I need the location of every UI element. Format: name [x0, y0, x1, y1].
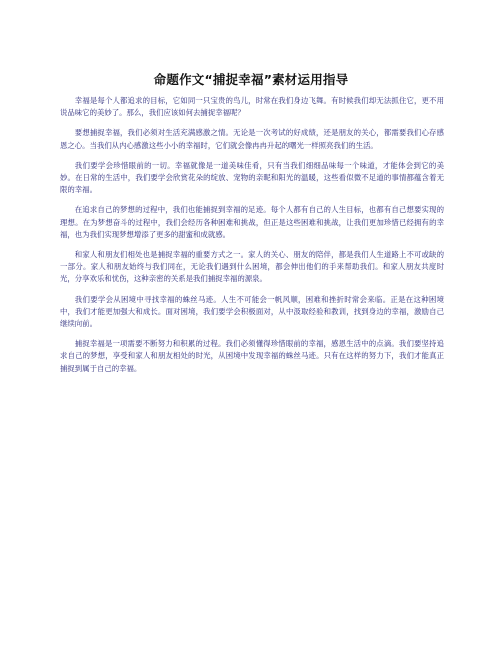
- document-body: [60, 95, 444, 383]
- paragraph-2: 要想捕捉幸福，我们必须对生活充满感激之情。无论是一次考试的好成绩，还是朋友的关心，都需要我们心存感恩之心。当我们从内心感激这些小小的幸福时，它们就会像冉冉升起的曙光一样照亮我们的生活。: [60, 128, 444, 150]
- paragraph-3: 我们要学会珍惜眼前的一切。幸福就像是一道美味佳肴，只有当我们细细品味每一个味道，才能体会到它的美妙。在日常的生活中，我们要学会欣赏花朵的绽放、宠物的亲昵和阳光的温暖，这些看似微不足道的事情都蕴含着无限的幸福。: [60, 160, 444, 195]
- paragraph-4: 在追求自己的梦想的过程中，我们也能捕捉到幸福的足迹。每个人都有自己的人生目标，也都有自己想要实现的理想。在为梦想奋斗的过程中，我们会经历各种困难和挑战，但正是这些困难和挑战，让我们更加珍惜已经拥有的幸福，也为我们实现梦想增添了更多的甜蜜和成就感。: [60, 205, 444, 239]
- paragraph-6: 我们要学会从困境中寻找幸福的蛛丝马迹。人生不可能会一帆风顺，困难和挫折时常会来临。正是在这种困境中，我们才能更加强大和成长。面对困境，我们要学会积极面对，从中汲取经验和教训，找到身边的幸福，激励自己继续向前。: [60, 294, 444, 329]
- paragraph-1: 幸福是每个人都追求的目标，它如同一只宝贵的鸟儿，时常在我们身边飞舞。有时候我们却无法抓住它，更不用说品味它的美妙了。那么，我们应该如何去捕捉幸福呢？: [60, 96, 444, 118]
- document-title: 命题作文“捕捉幸福”素材运用指导: [153, 72, 349, 87]
- paragraph-5: 和家人和朋友们相处也是捕捉幸福的重要方式之一。家人的关心、朋友的陪伴，都是我们人生道路上不可或缺的一部分。家人和朋友始终与我们同在，无论我们遇到什么困境，都会伸出他们的手来帮助我们。和家人朋友共度时光，分享欢乐和忧伤，这种亲密的关系是我们捕捉幸福的源泉。: [60, 250, 444, 284]
- paragraph-7: 捕捉幸福是一项需要不断努力和积累的过程。我们必须懂得珍惜眼前的幸福，感恩生活中的点滴。我们要坚持追求自己的梦想，享受和家人和朋友相处的时光，从困境中发现幸福的蛛丝马迹。只有在这样的努力下，我们才能真正捕捉到属于自己的幸福。: [60, 339, 444, 373]
